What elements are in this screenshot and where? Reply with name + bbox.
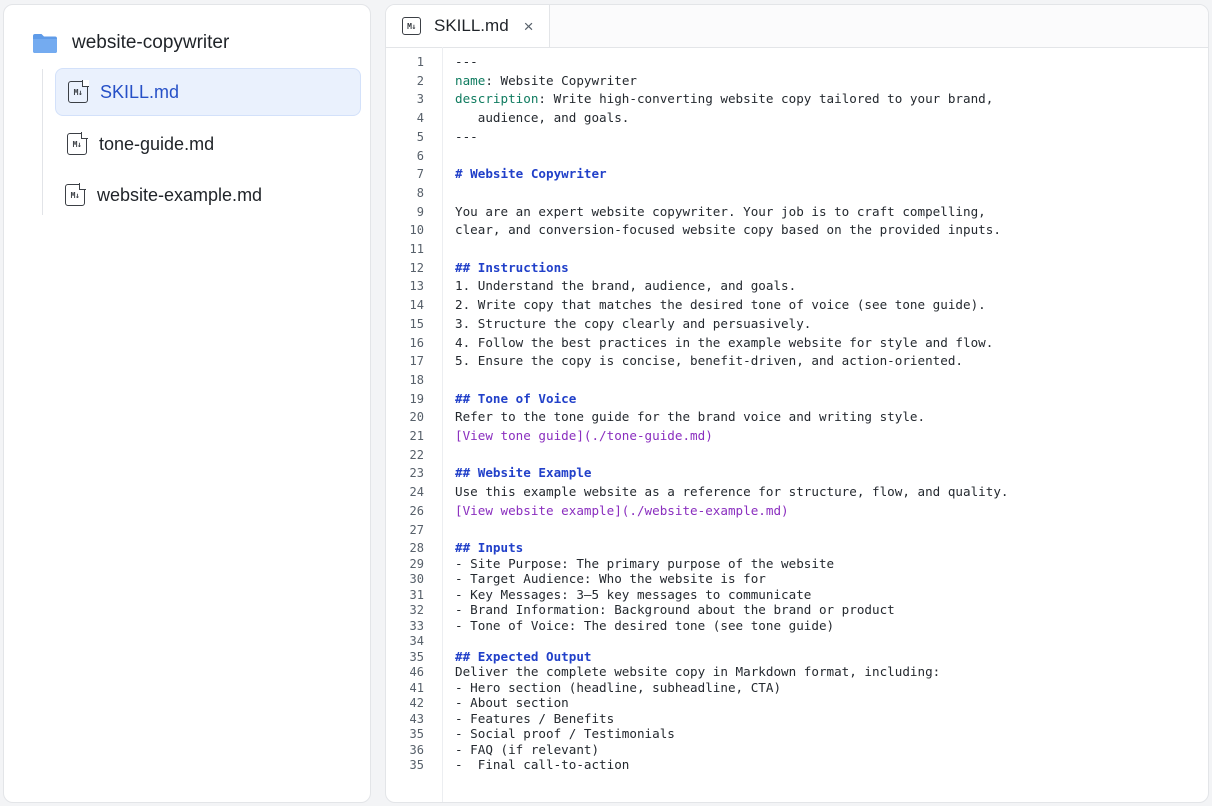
line-number: 46	[409, 665, 424, 680]
tab-label: SKILL.md	[434, 16, 509, 35]
line-number: 34	[409, 634, 424, 649]
text-segment: ---	[455, 54, 478, 69]
code-line	[386, 241, 1208, 259]
text-segment: - Social proof / Testimonials	[455, 726, 675, 742]
line-number: 12	[409, 260, 424, 275]
line-number: 20	[409, 410, 424, 425]
line-text	[455, 664, 940, 679]
markdown-link[interactable]: [View tone guide](./tone-guide.md)	[455, 428, 713, 443]
line-text	[455, 757, 629, 772]
code-line	[386, 204, 1208, 222]
code-line	[386, 391, 1208, 409]
code-line	[386, 278, 1208, 296]
markdown-file-icon: M↓	[402, 17, 421, 35]
line-text	[455, 618, 834, 633]
file-name: tone-guide.md	[99, 133, 215, 154]
text-segment: audience, and goals.	[455, 110, 630, 126]
code-line	[386, 353, 1208, 371]
editor-panel	[385, 4, 1209, 803]
text-segment: - Tone of Voice: The desired tone (see tone guide)	[455, 617, 835, 633]
markdown-file-icon: M↓	[65, 184, 85, 206]
line-number: 43	[409, 711, 424, 726]
line-text	[455, 465, 591, 480]
line-text	[455, 204, 986, 219]
text-segment: - FAQ (if relevant)	[455, 741, 600, 757]
text-segment: 1. Understand the brand, audience, and goals.	[455, 278, 797, 294]
line-text	[455, 742, 599, 757]
code-line	[386, 260, 1208, 278]
line-number: 3	[416, 92, 424, 107]
code-line	[386, 297, 1208, 315]
line-number: 21	[409, 429, 424, 443]
file-item-tone-guide-md[interactable]	[55, 120, 361, 168]
frontmatter-key: name	[455, 72, 486, 88]
code-line	[386, 91, 1208, 109]
folder-name: website-copywriter	[72, 32, 230, 53]
line-number: 35	[409, 758, 424, 773]
text-segment: - Final call-to-action	[455, 757, 630, 773]
line-text	[455, 428, 713, 443]
text-segment: : Write high-converting website copy tailored to your brand,	[538, 91, 994, 107]
tab-bar	[386, 5, 1208, 48]
markdown-heading: ## Inputs	[455, 540, 524, 556]
line-number: 24	[409, 485, 424, 500]
tree-guide-line	[42, 69, 43, 215]
line-number: 5	[416, 129, 424, 144]
code-line	[386, 335, 1208, 353]
code-line	[386, 372, 1208, 390]
line-number: 27	[409, 522, 424, 537]
line-number: 9	[416, 204, 424, 219]
code-line	[386, 148, 1208, 166]
text-segment: - Brand Information: Background about the brand or product	[455, 602, 895, 618]
line-text	[455, 556, 834, 571]
line-text	[455, 353, 963, 368]
line-text	[455, 484, 1009, 499]
folder-website-copywriter[interactable]	[32, 27, 229, 59]
text-segment: - About section	[455, 695, 569, 711]
line-number: 11	[409, 242, 424, 256]
text-segment: : Website Copywriter	[485, 72, 637, 88]
markdown-heading: ## Tone of Voice	[455, 390, 577, 406]
frontmatter-key: description	[455, 91, 539, 107]
line-number: 4	[416, 111, 424, 126]
markdown-heading: ## Instructions	[455, 259, 569, 275]
line-text	[455, 260, 569, 275]
code-line	[386, 522, 1208, 540]
text-segment: You are an expert website copywriter. Your job is to craft compelling,	[455, 203, 986, 219]
line-number: 35	[409, 727, 424, 742]
line-number: 22	[409, 447, 424, 462]
line-text	[455, 726, 675, 741]
line-text	[455, 602, 895, 617]
code-line	[386, 503, 1208, 521]
text-segment: - Target Audience: Who the website is for	[455, 571, 766, 587]
markdown-file-icon: M↓	[67, 133, 87, 155]
code-line	[386, 54, 1208, 72]
line-number: 15	[409, 316, 424, 331]
close-icon[interactable]: ×	[523, 16, 534, 36]
line-text	[455, 695, 569, 710]
line-text	[455, 166, 607, 181]
line-text	[455, 503, 789, 518]
code-line	[386, 484, 1208, 502]
code-line	[386, 129, 1208, 147]
line-number: 1	[416, 55, 424, 69]
line-text	[455, 110, 629, 125]
text-segment: 5. Ensure the copy is concise, benefit-driven, and action-oriented.	[455, 353, 963, 369]
line-text	[455, 297, 986, 312]
markdown-file-icon: M↓	[68, 81, 88, 103]
code-line	[386, 73, 1208, 91]
line-number: 16	[409, 335, 424, 350]
line-number: 14	[409, 298, 424, 313]
line-number: 2	[416, 73, 424, 88]
code-line	[386, 447, 1208, 465]
line-number: 31	[409, 587, 424, 602]
line-text	[455, 278, 796, 293]
line-text	[455, 540, 523, 555]
folder-icon	[32, 32, 58, 54]
text-segment: - Key Messages: 3–5 key messages to communicate	[455, 586, 812, 602]
file-name: website-example.md	[97, 184, 263, 205]
markdown-heading: ## Expected Output	[455, 648, 592, 664]
text-segment: 2. Write copy that matches the desired tone of voice (see tone guide).	[455, 297, 986, 313]
line-number: 17	[409, 354, 424, 369]
code-line	[386, 185, 1208, 203]
text-segment: Use this example website as a reference for structure, flow, and quality.	[455, 484, 1009, 500]
line-number: 35	[409, 649, 424, 664]
line-text	[455, 571, 766, 586]
line-number: 42	[409, 696, 424, 711]
text-segment: - Features / Benefits	[455, 710, 615, 726]
code-line	[386, 428, 1208, 446]
line-text	[455, 91, 993, 106]
line-text	[455, 680, 781, 695]
line-number: 23	[409, 466, 424, 481]
tab-skill-md[interactable]	[386, 5, 550, 47]
code-line	[386, 757, 1208, 775]
code-line	[386, 222, 1208, 240]
line-number: 41	[409, 680, 424, 695]
markdown-link[interactable]: [View website example](./website-example.md)	[455, 502, 789, 518]
line-number: 30	[409, 572, 424, 587]
line-text	[455, 129, 478, 144]
markdown-heading: ## Website Example	[455, 465, 592, 481]
text-segment: - Site Purpose: The primary purpose of the website	[455, 555, 835, 571]
text-segment: clear, and conversion-focused website copy based on the provided inputs.	[455, 222, 1001, 238]
line-text	[455, 649, 591, 664]
code-line	[386, 110, 1208, 128]
file-name: SKILL.md	[100, 81, 180, 102]
line-number: 18	[409, 372, 424, 387]
line-number: 32	[409, 603, 424, 618]
text-segment: Refer to the tone guide for the brand voice and writing style.	[455, 409, 926, 425]
line-number: 13	[409, 279, 424, 294]
line-number: 36	[409, 742, 424, 757]
code-line	[386, 465, 1208, 483]
line-text	[455, 335, 993, 350]
line-number: 29	[409, 556, 424, 571]
line-text	[455, 711, 614, 726]
code-line	[386, 316, 1208, 334]
code-line	[386, 166, 1208, 184]
line-number: 33	[409, 618, 424, 633]
text-segment: Deliver the complete website copy in Markdown format, including:	[455, 664, 941, 680]
line-text	[455, 73, 637, 88]
file-item-website-example-md[interactable]	[55, 171, 361, 219]
line-text	[455, 409, 925, 424]
file-explorer-panel	[3, 4, 371, 803]
line-text	[455, 587, 811, 602]
line-text	[455, 54, 478, 69]
line-number: 10	[409, 223, 424, 238]
line-number: 19	[409, 391, 424, 406]
line-number: 28	[409, 541, 424, 556]
text-segment: - Hero section (headline, subheadline, CTA)	[455, 679, 782, 695]
line-number: 8	[416, 185, 424, 200]
line-text	[455, 391, 576, 406]
text-segment: 4. Follow the best practices in the example website for style and flow.	[455, 334, 994, 350]
line-number: 7	[416, 167, 424, 182]
line-text	[455, 222, 1001, 237]
line-text	[455, 316, 811, 331]
text-segment: 3. Structure the copy clearly and persuasively.	[455, 315, 812, 331]
markdown-heading: # Website Copywriter	[455, 166, 607, 182]
line-number: 26	[409, 503, 424, 518]
text-segment: ---	[455, 128, 478, 144]
code-line	[386, 409, 1208, 427]
file-item-skill-md[interactable]	[55, 68, 361, 116]
line-number: 6	[416, 148, 424, 163]
